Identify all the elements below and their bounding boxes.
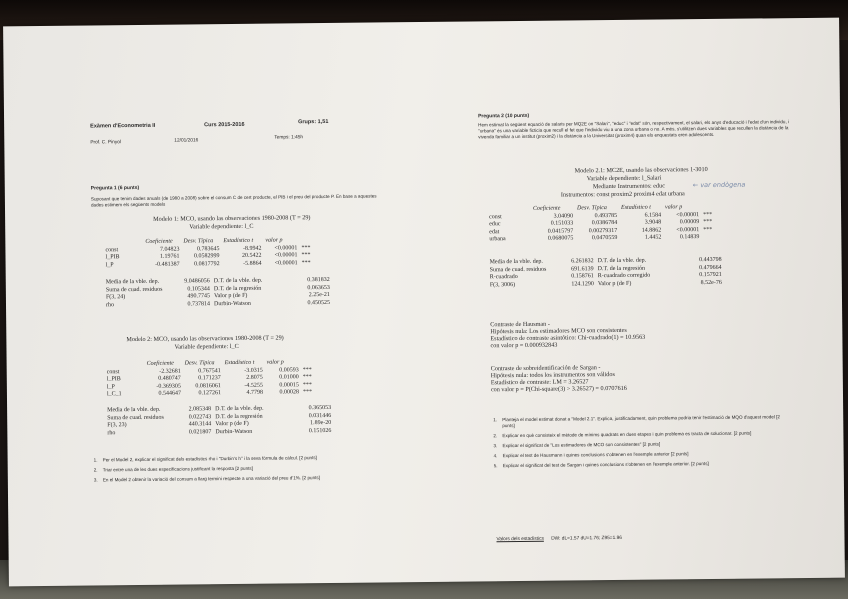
hausman-line: Estadístico de contraste asintótico: Chi-cuadrado(1) = 10.9563 [490, 333, 646, 343]
model21-coef-table [489, 204, 716, 244]
course-year: Curs 2015-2016 [204, 121, 245, 129]
model21-stats-table [490, 257, 726, 290]
table-row: const 3.04090 0.493785 6.1584 <0.00001 *** [489, 211, 713, 220]
exam-date: 12/01/2016 [174, 138, 199, 144]
table-row: Suma de cuad. residuos 691.6139 D.T. de la regresión 0.479664 [489, 264, 722, 273]
model21-title: Modelo 2.1: MC2E, usando las observaciones 1-3010 [574, 166, 708, 175]
col-header [703, 204, 716, 212]
sargan-test [491, 364, 627, 393]
sargan-line: Estadístico de contraste: LM = 3.26527 [490, 378, 589, 387]
col-header: Coeficiente [146, 360, 174, 367]
hausman-test [490, 320, 645, 350]
model21-instrumented: Mediante Instrumentos: educ [592, 182, 666, 191]
critical-values-list: DW: dL=1.57 dU=1.76; Z95=1.96 [551, 535, 622, 542]
exam-title: Exàmen d'Econometria II [90, 122, 156, 130]
list-item: 2. Explicar en què consisteix el mètode de mínims quadrats en dues etapes i quin problema es tracta de solucionar. [2 punts] [493, 430, 752, 439]
q1-subquestions [94, 454, 384, 487]
col-header: Estadístico t [620, 204, 651, 211]
table-row: F(3, 24) 490.7745 Valor p (de F) 2.25e-21 [105, 292, 330, 301]
table-row: Suma de cuad. residuos 0.105344 D.T. de la regresión 0.063653 [105, 284, 330, 293]
table-row: F(3, 23) 440.3144 Valor p (de F) 1.89e-20 [107, 420, 332, 429]
model1-depvar: Variable dependiente: l_C [189, 222, 254, 231]
critical-values [496, 536, 621, 542]
table-row: Media de la vble. dep. 6.261832 D.T. de la vble. dep. 0.443798 [489, 256, 722, 266]
table-row: urbana 0.0680075 0.0470559 1.4452 0.14839 [489, 234, 700, 243]
q1-intro: Suposant que tenim dades anuals (de 1980 a 2008) sobre el consum C de cert producte, el PIB i el preu del producte P. En base a aquestes dades estimem els següents models [90, 193, 377, 208]
table-row: F(3, 3006) 124.1290 Valor p (de F) 8.52e-76 [489, 279, 722, 289]
col-header [301, 237, 314, 245]
col-header: Estadístico t [223, 237, 254, 245]
table-row: Media de la vble. dep. 9.0486056 D.T. de la vble. dep. 0.381832 [105, 276, 330, 286]
list-item: 1. Per el Model 2, explicar el significat dels estadístics rho i "Durbin's h" i la seva fórmula de càlcul. [2 punts] [93, 455, 317, 463]
model1-stats-table [106, 277, 334, 310]
col-header: Desv. Típica [184, 360, 215, 367]
col-header: Coeficiente [145, 238, 173, 245]
col-header [303, 359, 316, 367]
model2-stats-table [107, 405, 335, 438]
table-row: edat 0.0415797 0.00279317 14.8862 <0.00001 *** [489, 226, 713, 236]
table-row: l_P -0.369305 0.0816061 -4.5255 0.00015 *** [106, 381, 312, 391]
hausman-line: con valor p = 0.000932843 [490, 341, 558, 350]
col-header: Coeficiente [532, 205, 561, 212]
list-item: 3. Explicar el significat de "Los estimadores de MCO son consistentes" [2 punts] [493, 441, 661, 449]
model21-instruments: Instrumentos: const proxim2 proxim4 edat urbana [560, 190, 685, 199]
hausman-line: Contraste de Hausman - [490, 320, 550, 329]
table-row: Media de la vble. dep. 2.085348 D.T. de la vble. dep. 0.365053 [107, 404, 332, 414]
q2-heading: Pregunta 2 (10 punts) [478, 112, 530, 120]
model21-depvar: Variable dependiente: l_Salari [586, 174, 662, 183]
handwritten-note: ← var endògena [692, 180, 746, 190]
table-row: l_P -0.481387 0.0817792 -5.8864 <0.00001 *** [105, 259, 311, 269]
exam-sheet [3, 18, 845, 587]
q2-subquestions [493, 414, 790, 473]
model2-title: Modelo 2: MCO, usando las observaciones 1980-2008 (T = 29) [126, 334, 284, 344]
sargan-line: con valor p = P(Chi-square(3) > 3.26527) = 0.0707616 [490, 384, 627, 394]
table-row: Suma de cuad. residuos 0.022743 D.T. de la regresión 0.031446 [107, 412, 332, 421]
hausman-line: Hipótesis nula: Los estimadores MCO son consistentes [490, 326, 627, 336]
model1-coef-table [105, 237, 314, 270]
col-header: Desv. Típica [183, 238, 214, 245]
list-item: 3. En el Model 2 obtenir la variació del consum a llarg termini respecte a una variació del preu d'1%. [2 punts] [93, 475, 321, 483]
q1-heading: Pregunta 1 (6 punts) [90, 184, 140, 192]
left-page [83, 22, 399, 585]
table-row: const -2.32681 0.767541 -3.0315 0.00593 *** [106, 366, 312, 375]
col-header: valor p [265, 237, 283, 244]
q2-intro: Hem estimat la següent equació de salaris per MQ2E on "Salari", "educ" i "edat" són, respectivament, el salari, els anys d'educació i l'edat d'un individu, i "urbana" és una variable ficticia que recull el fet que l'individu viu a una zona urbana o no. A més, s'utilitzen dues variables que recullen la distància de la vivenda familiar a un institut (proxim2) i la distància a la Universitat (proxim4) quan els enquestats eren adolescents. [478, 119, 790, 140]
critical-values-label: Valors dels estadístics [496, 536, 544, 543]
col-header: valor p [664, 204, 683, 211]
table-row: l_PIB 0.480747 0.171237 2.8075 0.01000 *** [106, 374, 312, 383]
list-item: 1. Planteja el model estimat donat a "Model 2.1". Explica, justificadament, quin problema podria tenir l'estimació de MQO d'aquest model [2 punts] [493, 414, 780, 429]
table-row: l_PIB 1.19761 0.0582999 20.5422 <0.00001 *** [105, 252, 311, 261]
col-header: valor p [266, 359, 284, 366]
exam-time: Temps: 1:45h [274, 135, 304, 141]
sargan-line: Hipótesis nula: todos los instrumentos son válidos [490, 371, 615, 380]
professor: Prof. C. Pinyol [90, 140, 122, 146]
table-row: l_C_1 0.544647 0.127261 4.7798 0.00028 *** [106, 389, 312, 398]
table-row: const 7.04823 0.783645 -8.9942 <0.00001 *** [105, 244, 311, 253]
groups: Grups: 1,51 [298, 118, 329, 126]
table-row: educ 0.151033 0.0386784 3.9048 0.00009 *** [489, 219, 713, 228]
right-page [473, 18, 809, 581]
col-header: Estadístico t [224, 359, 255, 367]
model1-title: Modelo 1: MCO, usando las observaciones 1980-2008 (T = 29) [153, 214, 311, 223]
table-row: rho 0.021807 Durbin-Watson 0.151026 [107, 427, 332, 437]
model2-depvar: Variable dependiente: l_C [174, 342, 239, 351]
table-row: rho 0.737814 Durbin-Watson 0.450525 [105, 299, 331, 309]
col-header: Desv. Típica [576, 205, 607, 212]
list-item: 4. Explicar el test de Hausmann i quines conclusions s'obtenen en l'exemple anterior [2 punts] [493, 451, 689, 459]
sargan-line: Contraste de sobreidentificación de Sargan - [490, 364, 601, 373]
list-item: 5. Explicar el significat del test de Sargan i quines conclusions s'obtenen en l'exemple anterior. [2 punts] [493, 461, 709, 469]
list-item: 2. Triar entre una de les dues especificacions justificant la resposta [2 punts] [93, 465, 253, 473]
model2-coef-table [107, 359, 316, 399]
table-row: R-cuadrado 0.158761 R-cuadrado corregido 0.157921 [489, 272, 722, 281]
